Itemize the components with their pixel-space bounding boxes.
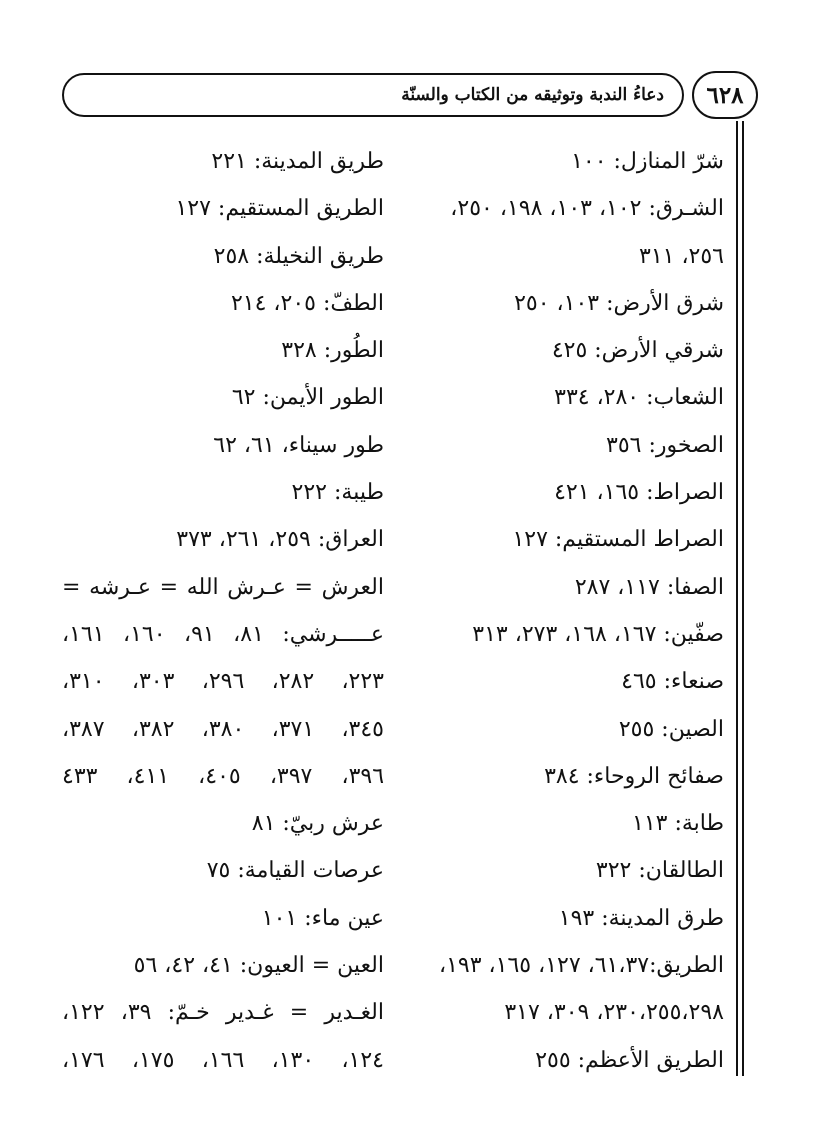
index-entry: طيبة: ٢٢٢ <box>291 480 384 506</box>
index-entry: عرصات القيامة: ٧٥ <box>206 858 384 884</box>
index-entry: الطُور: ٣٢٨ <box>281 338 384 364</box>
index-entry: الصراط المستقيم: ١٢٧ <box>512 527 724 553</box>
page-number-badge <box>692 71 758 119</box>
index-entry: ٣٤٥، ٣٧١، ٣٨٠، ٣٨٢، ٣٨٧، <box>62 716 384 742</box>
index-entry: عـــــرشي: ٨١، ٩١، ١٦٠، ١٦١، <box>62 621 384 647</box>
index-entry: ٢٢٣، ٢٨٢، ٢٩٦، ٣٠٣، ٣١٠، <box>62 669 384 695</box>
index-entry: صنعاء: ٤٦٥ <box>621 669 724 695</box>
index-entry: ٣٩٦، ٣٩٧، ٤٠٥، ٤١١، ٤٣٣ <box>62 763 384 789</box>
running-header <box>62 73 684 117</box>
index-column-left <box>62 138 384 1084</box>
index-entry: الطريق الأعظم: ٢٥٥ <box>535 1047 724 1073</box>
index-entry: طور سيناء، ٦١، ٦٢ <box>213 432 384 458</box>
index-entry: الشعاب: ٢٨٠، ٣٣٤ <box>554 385 724 411</box>
index-entry: الصفا: ١١٧، ٢٨٧ <box>574 574 724 600</box>
index-entry: صفّين: ١٦٧، ١٦٨، ٢٧٣، ٣١٣ <box>472 621 724 647</box>
index-entry: شرّ المنازل: ١٠٠ <box>571 149 724 174</box>
index-entry: ٢٥٦، ٣١١ <box>639 243 724 269</box>
index-entry: طريق المدينة: ٢٢١ <box>211 149 384 174</box>
margin-rule-outer <box>736 121 738 1076</box>
index-entry: الصراط: ١٦٥، ٤٢١ <box>554 480 724 506</box>
page-number: ٦٢٨ <box>706 81 744 109</box>
index-entry: طريق النخيلة: ٢٥٨ <box>213 243 384 269</box>
index-entry: الصين: ٢٥٥ <box>618 716 724 742</box>
index-entry: الصخور: ٣٥٦ <box>606 432 724 458</box>
index-entry: عرش ربيّ: ٨١ <box>251 811 384 837</box>
index-entry: الطفّ: ٢٠٥، ٢١٤ <box>230 290 384 316</box>
index-entry: طابة: ١١٣ <box>632 811 724 837</box>
index-entry: الطريق:٦١،٣٧، ١٢٧، ١٦٥، ١٩٣، <box>438 953 724 979</box>
margin-rule-inner <box>742 121 744 1076</box>
index-entry: صفائح الروحاء: ٣٨٤ <box>544 763 724 789</box>
index-entry: العرش = عـرش الله = عـرشه = <box>62 574 384 600</box>
index-entry: العراق: ٢٥٩، ٢٦١، ٣٧٣ <box>176 527 384 553</box>
index-entry: ٢٣٠،٢٥٥،٢٩٨، ٣٠٩، ٣١٧ <box>504 1000 724 1026</box>
index-entry: طرق المدينة: ١٩٣ <box>558 905 724 931</box>
header-title: دعاءُ الندبة وتوثيقه من الكتاب والسنّة <box>401 85 664 105</box>
index-entry: ١٢٤، ١٣٠، ١٦٦، ١٧٥، ١٧٦، <box>62 1047 384 1073</box>
index-entry: شرقي الأرض: ٤٢٥ <box>551 338 724 364</box>
index-entry: العين = العيون: ٤١، ٤٢، ٥٦ <box>133 953 384 979</box>
index-entry: الغـدير = غـدير خـمّ: ٣٩، ١٢٢، <box>62 1000 384 1026</box>
index-entry: الشـرق: ١٠٢، ١٠٣، ١٩٨، ٢٥٠، <box>450 196 724 222</box>
index-entry: عين ماء: ١٠١ <box>261 905 384 931</box>
index-entry: شرق الأرض: ١٠٣، ٢٥٠ <box>514 290 724 316</box>
index-column-right <box>404 138 724 1084</box>
index-entry: الطور الأيمن: ٦٢ <box>231 385 384 411</box>
index-entry: الطريق المستقيم: ١٢٧ <box>175 196 384 222</box>
index-entry: الطالقان: ٣٢٢ <box>595 858 724 884</box>
